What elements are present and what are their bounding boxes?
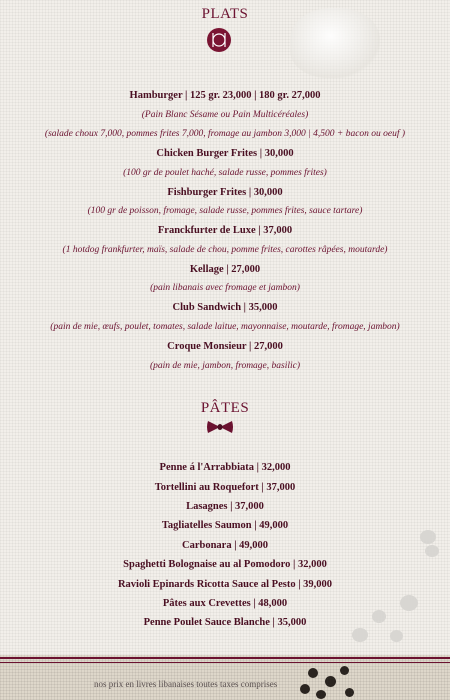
menu-item-name: Ravioli Epinards Ricotta Sauce al Pesto | 39,000 (117, 579, 333, 590)
menu-item-name: Chicken Burger Frites | 30,000 (156, 148, 294, 159)
menu-item-name: Penne Poulet Sauce Blanche | 35,000 (143, 617, 307, 628)
peppercorn-decoration (345, 688, 354, 697)
menu-item-description: (pain de mie, œufs, poulet, tomates, salade laitue, mayonnaise, moutarde, fromage, jambon) (50, 322, 400, 332)
menu-item-description: (100 gr de poisson, fromage, salade russe, pommes frites, sauce tartare) (87, 206, 363, 216)
peppercorn-decoration (308, 668, 318, 678)
pepper-decoration (390, 630, 403, 642)
menu-item-name: Lasagnes | 37,000 (186, 501, 264, 512)
plats-title: PLATS (201, 6, 249, 22)
menu-item-name: Kellage | 27,000 (189, 264, 261, 275)
menu-item-description: (100 gr de poulet haché, salade russe, pommes frites) (123, 168, 327, 178)
farfalle-pasta-icon (206, 420, 234, 434)
plate-fork-knife-icon (207, 28, 231, 52)
menu-item-name: Spaghetti Bolognaise au al Pomodoro | 32,000 (123, 559, 327, 570)
menu-item-description: (salade choux 7,000, pommes frites 7,000, fromage au jambon 3,000 | 4,500 + bacon ou oeuf ) (44, 129, 406, 139)
peppercorn-decoration (325, 676, 336, 687)
menu-item-name: Carbonara | 49,000 (181, 540, 269, 551)
footer-divider (0, 662, 450, 663)
menu-item-description: (Pain Blanc Sésame ou Pain Multicéréales) (141, 110, 309, 120)
menu-item-name: Hamburger | 125 gr. 23,000 | 180 gr. 27,000 (129, 90, 321, 101)
footer-price-note: nos prix en livres libanaises toutes taxes comprises (94, 679, 278, 689)
menu-item-name: Pâtes aux Crevettes | 48,000 (162, 598, 288, 609)
menu-item-description: (1 hotdog frankfurter, maïs, salade de chou, pomme frites, carottes râpées, moutarde) (62, 245, 388, 255)
menu-item-name: Tortellini au Roquefort | 37,000 (154, 482, 296, 493)
menu-item-description: (pain libanais avec fromage et jambon) (150, 283, 300, 293)
menu-item-name: Tagliatelles Saumon | 49,000 (161, 520, 289, 531)
peppercorn-decoration (340, 666, 349, 675)
pepper-decoration (352, 628, 368, 642)
menu-item-name: Croque Monsieur | 27,000 (167, 341, 283, 352)
peppercorn-decoration (300, 684, 310, 694)
menu-item-name: Club Sandwich | 35,000 (172, 302, 278, 313)
pates-title: PÂTES (200, 400, 250, 416)
menu-item-name: Franckfurter de Luxe | 37,000 (157, 225, 293, 236)
menu-item-description: (pain de mie, jambon, fromage, basilic) (149, 361, 301, 371)
peppercorn-decoration (316, 690, 326, 699)
menu-item-name: Penne á l'Arrabbiata | 32,000 (159, 462, 291, 473)
menu-item-name: Fishburger Frites | 30,000 (167, 187, 283, 198)
footer-divider (0, 657, 450, 659)
